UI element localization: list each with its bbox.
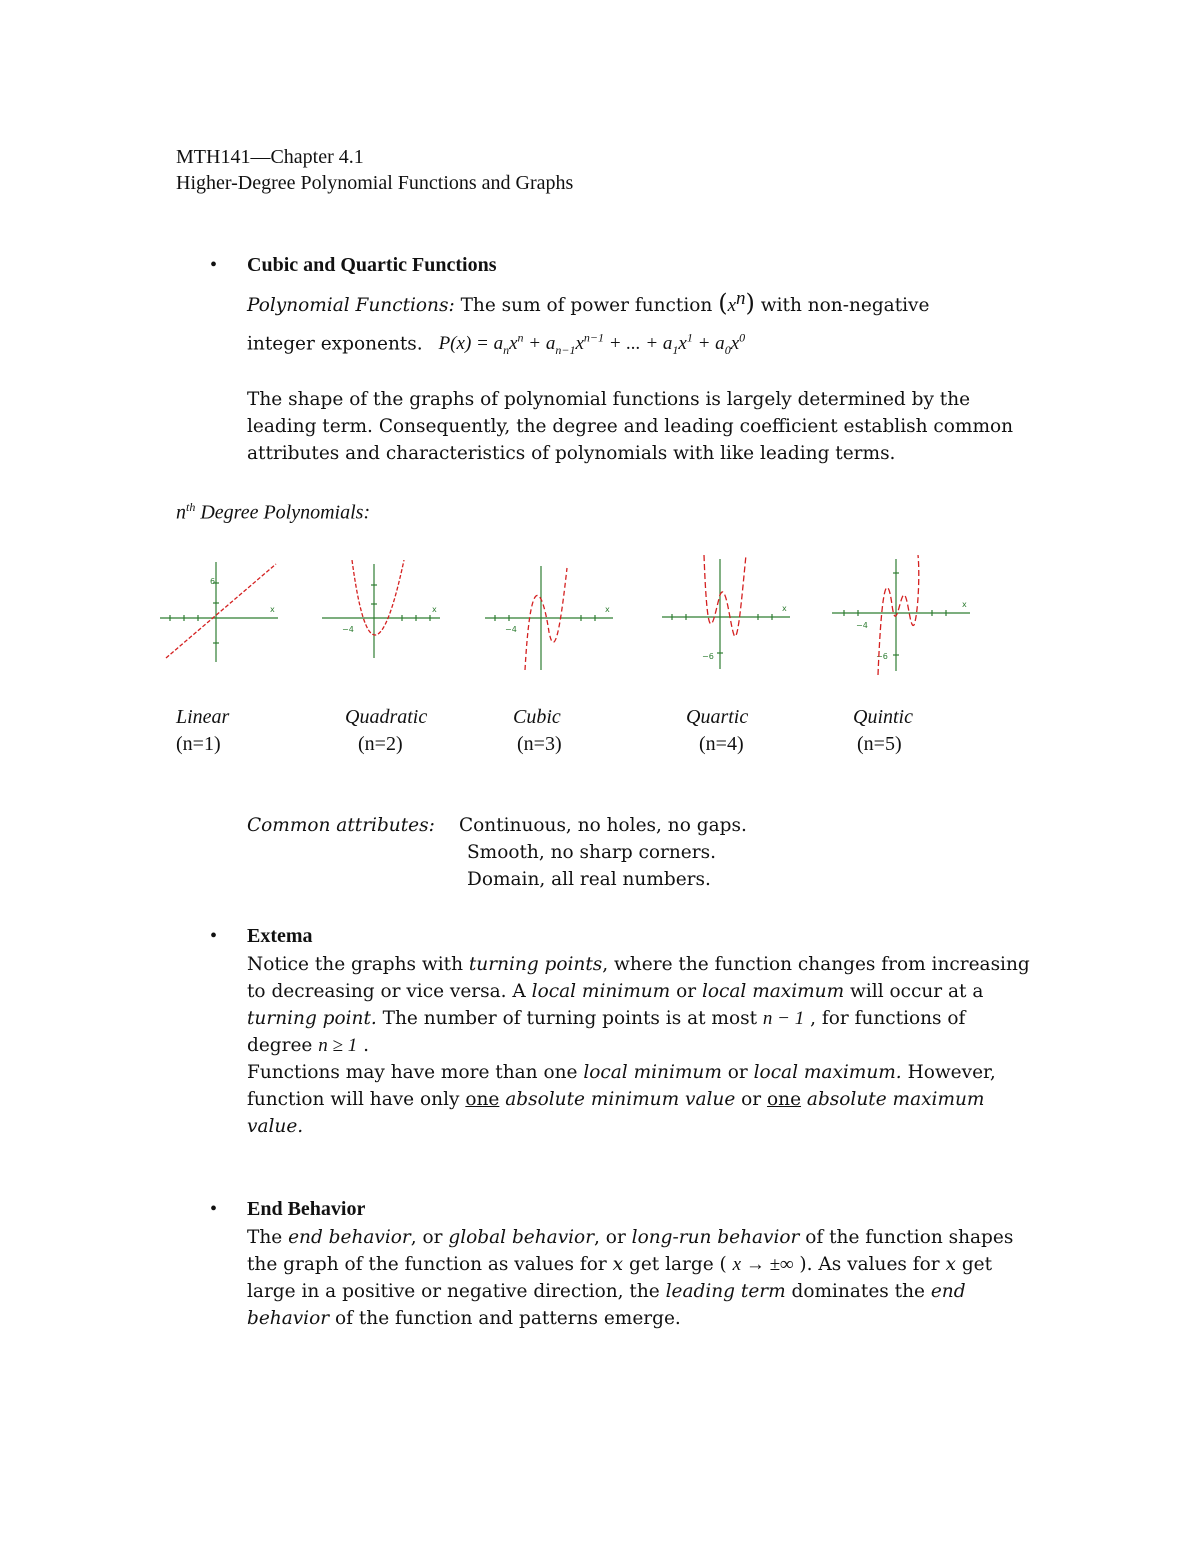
def-label: Polynomial Functions: <box>247 295 455 317</box>
graph-degree-linear: (n=1) <box>176 733 221 755</box>
shape-line-1: The shape of the graphs of polynomial functions is largely determined by the <box>247 389 971 410</box>
def-text-2: with non-negative <box>754 295 930 317</box>
svg-text:x: x <box>782 604 787 613</box>
attribute-item: Domain, all real numbers. <box>467 869 711 890</box>
svg-text:−4: −4 <box>342 625 354 634</box>
section-title-cubic-quartic: Cubic and Quartic Functions <box>247 254 497 276</box>
cubic-graph <box>485 562 615 672</box>
polynomial-definition: Polynomial Functions: The sum of power function $(x^n)$ with non-negative integer exponents. $P(x) = a_nx^n + a_{n-1}x^{n-1}$ + ... + $a_1x^1 + a_0x^0$ <box>247 288 930 358</box>
svg-text:x: x <box>962 600 967 609</box>
def-line-2: integer exponents. <box>247 333 423 355</box>
graph-degree-quadratic: (n=2) <box>358 733 403 755</box>
shape-line-3: attributes and characteristics of polynomials with like leading terms. <box>247 443 896 464</box>
svg-text:−4: −4 <box>856 621 868 630</box>
extema-paragraph: Notice the graphs with turning points, where the function changes from increasing to decreasing or vice versa. A local minimum or local maximum will occur at a turning point. The number of turning points is at most n − 1 , for functions of degree n ≥ 1 . Functions may have more than one local minimum or local maximum. However, function will have only one absolute minimum value or one absolute maximum value. <box>247 954 1030 1137</box>
svg-text:−4: −4 <box>505 625 517 634</box>
graph-degree-quintic: (n=5) <box>857 733 902 755</box>
quintic-graph <box>832 555 972 675</box>
bullet: • <box>210 1198 218 1220</box>
course-title: MTH141—Chapter 4.1 <box>176 146 364 168</box>
section-title-extema: Extema <box>247 925 313 947</box>
page-subtitle: Higher-Degree Polynomial Functions and Graphs <box>176 172 574 194</box>
graph-label-linear: Linear <box>176 706 230 728</box>
section-title-end-behavior: End Behavior <box>247 1198 366 1220</box>
nth-degree-heading: $n^{th}$ Degree Polynomials: <box>176 500 371 524</box>
svg-text:x: x <box>432 605 437 614</box>
graph-label-quadratic: Quadratic <box>345 706 428 728</box>
svg-text:−6: −6 <box>876 652 888 661</box>
end-behavior-paragraph: The end behavior, or global behavior, or long-run behavior of the function shapes the graph of the function as values for x get large ( x → ±∞ ). As values for x get large in a positive or negative direction, the leading term dominates the end behavior of the function and patterns emerge. <box>247 1227 1014 1329</box>
def-text: The sum of power function <box>454 295 719 317</box>
svg-text:x: x <box>270 605 275 614</box>
attributes-label: Common attributes: <box>247 815 435 836</box>
svg-text:6: 6 <box>210 577 216 586</box>
linear-graph <box>160 558 280 663</box>
attribute-item: Continuous, no holes, no gaps. <box>459 815 747 836</box>
graph-label-quartic: Quartic <box>686 706 749 728</box>
svg-text:x: x <box>605 605 610 614</box>
quadratic-graph <box>322 560 442 660</box>
shape-paragraph <box>247 386 1047 467</box>
graph-degree-cubic: (n=3) <box>517 733 562 755</box>
graph-label-quintic: Quintic <box>853 706 913 728</box>
quartic-graph <box>662 555 792 670</box>
graph-degree-quartic: (n=4) <box>699 733 744 755</box>
graph-label-cubic: Cubic <box>513 706 561 728</box>
polynomial-formula: $P(x) = a_nx^n + a_{n-1}x^{n-1}$ + ... + $a_1x^1 + a_0x^0$ <box>438 331 746 358</box>
bullet: • <box>210 925 218 947</box>
shape-line-2: leading term. Consequently, the degree and leading coefficient establish common <box>247 416 1014 437</box>
svg-text:−6: −6 <box>702 652 714 661</box>
power-x: x <box>727 295 736 317</box>
attribute-item: Smooth, no sharp corners. <box>467 842 716 863</box>
bullet: • <box>210 254 218 276</box>
power-n: n <box>736 288 746 309</box>
